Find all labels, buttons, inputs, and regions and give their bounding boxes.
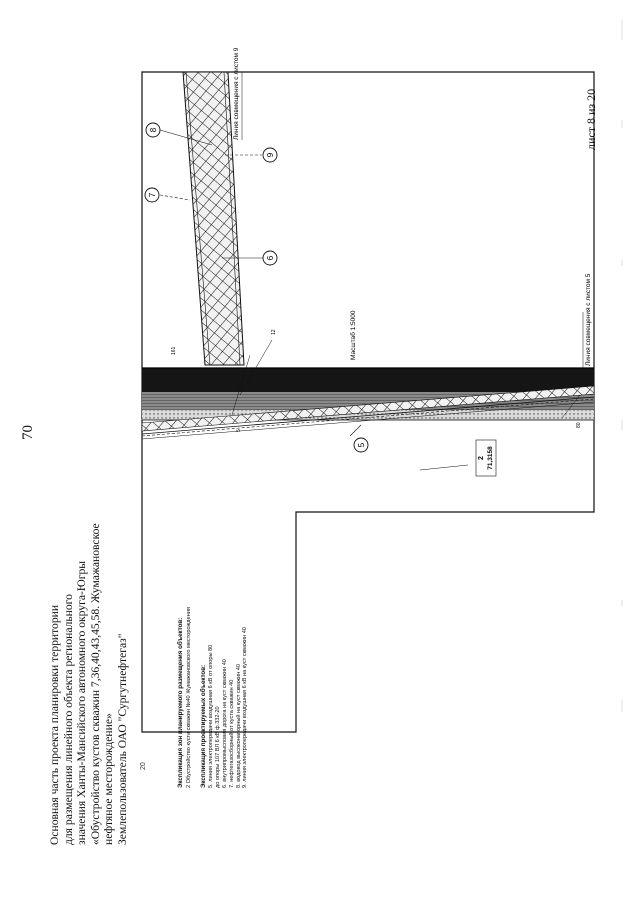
title-line-3: значения Ханты-Мансийского автономного округа-Югры	[75, 560, 89, 845]
legend-item: 5. линия электропередачи воздушная 6 кВ от опоры 80	[208, 644, 215, 788]
legend-zone-item: 2 Обустройство куста скважин №40 Жумажановского месторождения	[185, 607, 192, 788]
callout-8	[146, 123, 160, 137]
legend-item: 7. нефтегазосборный от куста скважин 40	[228, 679, 235, 788]
callout-7	[145, 188, 159, 202]
title-line-2: для размещения линейного объекта регионального	[61, 594, 75, 845]
legend-projected-title: Экспликация проектируемых объектов:	[199, 664, 207, 788]
page-number-text: 70	[20, 425, 36, 440]
callout-9	[263, 148, 277, 162]
map-scale: Масштаб 1:5000	[350, 310, 357, 360]
small-label: 80	[576, 422, 582, 428]
title-line-1: Основная часть проекта планировки территории	[48, 604, 61, 845]
title-line-4: «Обустройство кустов скважин 7,36,40,43,45,58. Жумажановское	[88, 523, 102, 845]
callout-5-text: 5	[357, 442, 366, 448]
small-label: 12	[271, 329, 277, 335]
small-label: 161	[171, 346, 177, 355]
callout-9-text: 9	[266, 152, 275, 158]
callout-5	[354, 438, 368, 452]
zone-label-number: 2	[478, 456, 485, 460]
sheet-small-text: 20	[140, 762, 147, 770]
legend-item: 6. внутрипромысловая дорога на куст скважин 40	[221, 659, 228, 788]
match-line-top: Линия совмещения с листом 9	[233, 47, 240, 140]
small-label: 5	[236, 429, 242, 432]
callout-6	[263, 251, 277, 265]
callout-8-text: 8	[149, 127, 158, 133]
legend-item: до опоры 107 ВЛ 6 кВ ф.332-20	[215, 706, 222, 788]
legend-item: 8. водовод высоконапорный на куст скважин 40	[235, 664, 242, 788]
callout-6-text: 6	[266, 255, 275, 261]
row-band-dark	[142, 368, 594, 392]
zone-label-area: 71,3158	[487, 446, 494, 470]
match-line-bottom: Линия совмещения с листом 5	[585, 273, 592, 366]
title-line-5: нефтяное месторождение»	[102, 713, 116, 845]
zone-label	[476, 440, 496, 476]
sheet-label-text: лист 8 из 20	[584, 88, 598, 150]
title-line-6: Землепользователь ОАО "Сургутнефтегаз"	[115, 633, 129, 845]
legend-zone-title: Экспликация зон планируемого размещения объектов:	[177, 617, 184, 788]
callout-7-text: 7	[148, 192, 157, 198]
legend-item: 9. линия электропередачи воздушная 6 кВ на куст скважин 40	[242, 627, 249, 788]
